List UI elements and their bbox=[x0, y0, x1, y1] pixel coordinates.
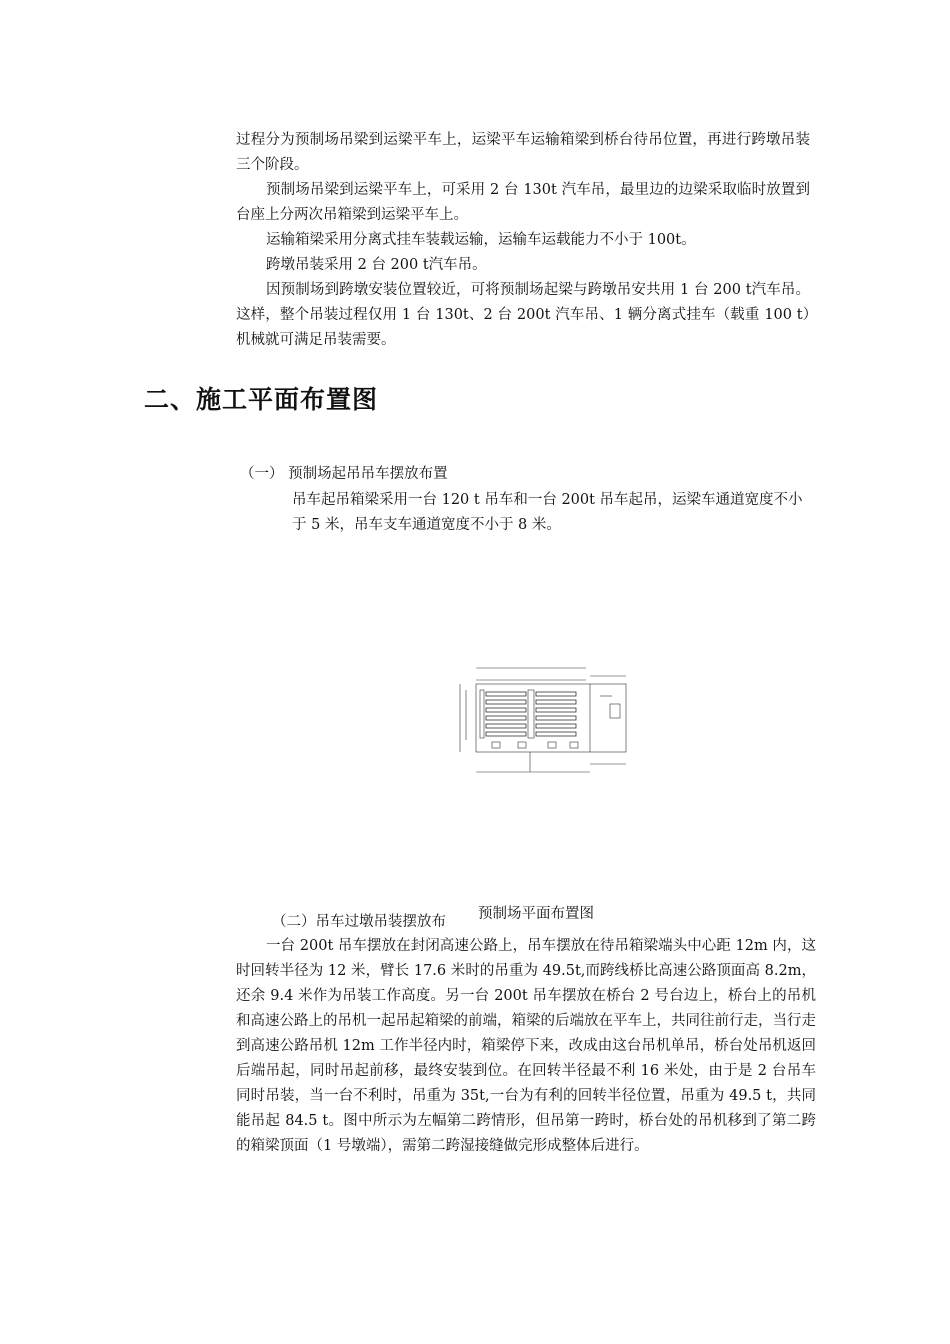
subsection-1-title: （一） 预制场起吊吊车摆放布置 bbox=[240, 466, 448, 482]
figure-caption: 预制场平面布置图 bbox=[478, 906, 594, 922]
section-heading: 二、施工平面布置图 bbox=[144, 385, 379, 414]
intro-p5: 因预制场到跨墩安装位置较近，可将预制场起梁与跨墩吊安共用 1 台 200 t汽车吊。这样，整个吊装过程仅用 1 台 130t、2 台 200t 汽车吊、1 辆分离式挂车（载重 100 t）机械就可满足吊装需要。 bbox=[236, 282, 810, 348]
yard-layout-drawing bbox=[440, 660, 640, 780]
intro-paragraphs bbox=[236, 128, 810, 353]
subsection-2-body bbox=[236, 934, 816, 1159]
subsection-1-body: 吊车起吊箱梁采用一台 120 t 吊车和一台 200t 吊车起吊，运梁车通道宽度不小于 5 米，吊车支车通道宽度不小于 8 米。 bbox=[292, 492, 803, 533]
subsection-2-title: （二）吊车过墩吊装摆放布 bbox=[272, 914, 446, 930]
intro-p2: 预制场吊梁到运梁平车上，可采用 2 台 130t 汽车吊，最里边的边梁采取临时放置到台座上分两次吊箱梁到运梁平车上。 bbox=[236, 182, 810, 223]
subsection-2-paragraph: 一台 200t 吊车摆放在封闭高速公路上，吊车摆放在待吊箱梁端头中心距 12m 内，这时回转半径为 12 米，臂长 17.6 米时的吊重为 49.5t,而跨线桥比高速公路顶面高 8.2m，还余 9.4 米作为吊装工作高度。另一台 200t 吊车摆放在桥台 2 号台边上，桥台上的吊机和高速公路上的吊机一起吊起箱梁的前端，箱梁的后端放在平车上，共同往前行走，当行走到高速公路吊机 12m 工作半径内时，箱梁停下来，改成由这台吊机单吊，桥台处吊机返回后端吊起，同时吊起前移，最终安装到位。在回转半径最不利 16 米处，由于是 2 台吊车同时吊装，当一台不利时，吊重为 35t,一台为有利的回转半径位置，吊重为 49.5 t，共同能吊起 84.5 t。图中所示为左幅第二跨情形，但吊第一跨时，桥台处的吊机移到了第二跨的箱梁顶面（1 号墩端），需第二跨湿接缝做完形成整体后进行。 bbox=[236, 938, 816, 1154]
intro-p3: 运输箱梁采用分离式挂车装载运输，运输车运载能力不小于 100t。 bbox=[266, 232, 696, 248]
intro-p1: 过程分为预制场吊梁到运梁平车上，运梁平车运输箱梁到桥台待吊位置，再进行跨墩吊装三个阶段。 bbox=[236, 132, 810, 173]
intro-p4: 跨墩吊装采用 2 台 200 t汽车吊。 bbox=[266, 257, 487, 273]
